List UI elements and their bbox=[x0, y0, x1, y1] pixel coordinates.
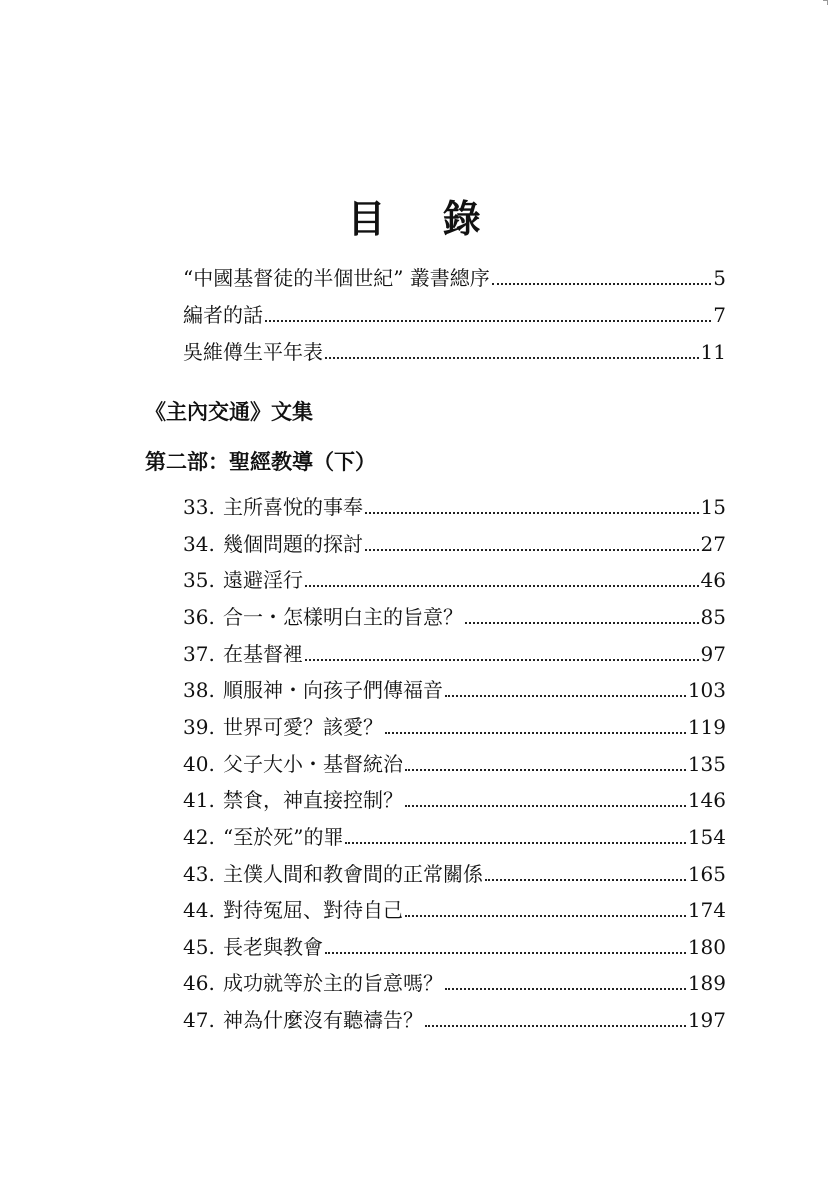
toc-entry-label: 父子大小・基督統治 bbox=[223, 752, 403, 776]
toc-entry-page: 180 bbox=[687, 935, 726, 959]
toc-entry-number: 38. bbox=[183, 678, 215, 702]
dot-leader bbox=[305, 659, 699, 661]
toc-entry-page: 46 bbox=[700, 568, 726, 592]
toc-entry bbox=[183, 528, 726, 560]
toc-entry-number: 40. bbox=[183, 752, 215, 776]
toc-entry-label: 遠避淫行 bbox=[223, 568, 303, 592]
toc-entry-page: 7 bbox=[713, 303, 726, 327]
toc-entry-page: 15 bbox=[700, 495, 726, 519]
toc-entry-label: 合一・怎樣明白主的旨意？ bbox=[223, 605, 463, 629]
toc-entry-label: “中國基督徒的半個世紀” 叢書總序 bbox=[183, 266, 490, 290]
toc-entry-page: 197 bbox=[687, 1008, 726, 1032]
toc-entry-page: 154 bbox=[687, 825, 726, 849]
toc-entry-label: 順服神・向孩子們傳福音 bbox=[223, 678, 443, 702]
toc-entry bbox=[183, 711, 726, 743]
toc-entry bbox=[183, 821, 726, 853]
dot-leader bbox=[265, 320, 711, 322]
dot-leader bbox=[445, 695, 686, 697]
toc-entry-number: 36. bbox=[183, 605, 215, 629]
toc-entry-label: “至於死”的罪 bbox=[223, 825, 344, 849]
toc-entry-number: 47. bbox=[183, 1008, 215, 1032]
toc-entry-number: 45. bbox=[183, 935, 215, 959]
toc-entry-label: 長老與教會 bbox=[223, 935, 323, 959]
toc-entry-number: 37. bbox=[183, 642, 215, 666]
toc-entry-editor-note bbox=[183, 299, 726, 331]
toc-entry bbox=[183, 784, 726, 816]
toc-entry-page: 27 bbox=[700, 532, 726, 556]
toc-entry-page: 11 bbox=[700, 340, 726, 364]
dot-leader bbox=[345, 842, 685, 844]
toc-entry bbox=[183, 674, 726, 706]
dot-leader bbox=[385, 732, 686, 734]
toc-entry bbox=[183, 491, 726, 523]
dot-leader bbox=[405, 769, 686, 771]
dot-leader bbox=[405, 805, 686, 807]
toc-entry-label: 在基督裡 bbox=[223, 642, 303, 666]
toc-entry-label: 幾個問題的探討 bbox=[223, 532, 363, 556]
toc-entry bbox=[183, 858, 726, 890]
toc-entry bbox=[183, 931, 726, 963]
toc-entry-label: 吳維僔生平年表 bbox=[183, 340, 323, 364]
toc-entry bbox=[183, 601, 726, 633]
toc-entry-number: 42. bbox=[183, 825, 215, 849]
toc-entry-label: 主所喜悅的事奉 bbox=[223, 495, 363, 519]
toc-entry-number: 43. bbox=[183, 862, 215, 886]
toc-entry-label: 禁食，神直接控制？ bbox=[223, 788, 403, 812]
toc-entry-page: 165 bbox=[687, 862, 726, 886]
dot-leader bbox=[425, 1025, 686, 1027]
dot-leader bbox=[365, 549, 699, 551]
dot-leader bbox=[305, 585, 699, 587]
dot-leader bbox=[492, 283, 711, 285]
dot-leader bbox=[325, 357, 699, 359]
toc-entry-number: 35. bbox=[183, 568, 215, 592]
collection-heading: 《主內交通》文集 bbox=[145, 400, 313, 424]
toc-entry-number: 41. bbox=[183, 788, 215, 812]
toc-entry-label: 主僕人間和教會間的正常關係 bbox=[223, 862, 483, 886]
toc-entry-label: 神為什麼沒有聽禱告？ bbox=[223, 1008, 423, 1032]
toc-entry bbox=[183, 748, 726, 780]
toc-entry-label: 編者的話 bbox=[183, 303, 263, 327]
toc-entry-page: 85 bbox=[700, 605, 726, 629]
part-heading: 第二部：聖經教導（下） bbox=[145, 449, 376, 474]
dot-leader bbox=[465, 622, 699, 624]
toc-entry-page: 174 bbox=[687, 898, 726, 922]
toc-entry bbox=[183, 564, 726, 596]
toc-entry-page: 146 bbox=[687, 788, 726, 812]
toc-entry-label: 世界可愛？該愛？ bbox=[223, 715, 383, 739]
toc-entry-number: 46. bbox=[183, 971, 215, 995]
toc-entry-number: 39. bbox=[183, 715, 215, 739]
dot-leader bbox=[485, 879, 686, 881]
toc-entry-label: 對待冤屈、對待自己 bbox=[223, 898, 403, 922]
toc-entry-page: 189 bbox=[687, 971, 726, 995]
dot-leader bbox=[445, 988, 686, 990]
toc-entry-page: 5 bbox=[713, 266, 726, 290]
toc-entry bbox=[183, 967, 726, 999]
toc-entry-preface bbox=[183, 262, 726, 294]
toc-entry-label: 成功就等於主的旨意嗎？ bbox=[223, 971, 443, 995]
dot-leader bbox=[405, 915, 686, 917]
toc-entry-page: 135 bbox=[687, 752, 726, 776]
toc-entry-number: 34. bbox=[183, 532, 215, 556]
toc-entry bbox=[183, 1004, 726, 1036]
dot-leader bbox=[365, 512, 699, 514]
dot-leader bbox=[325, 952, 686, 954]
toc-entry-page: 103 bbox=[687, 678, 726, 702]
toc-entry bbox=[183, 894, 726, 926]
toc-entry-number: 33. bbox=[183, 495, 215, 519]
page-title: 目 錄 bbox=[347, 197, 503, 241]
toc-entry-page: 119 bbox=[687, 715, 726, 739]
toc-entry bbox=[183, 638, 726, 670]
crop-mark bbox=[823, 0, 828, 5]
toc-entry-chronology bbox=[183, 336, 726, 368]
toc-entry-number: 44. bbox=[183, 898, 215, 922]
toc-entry-page: 97 bbox=[700, 642, 726, 666]
